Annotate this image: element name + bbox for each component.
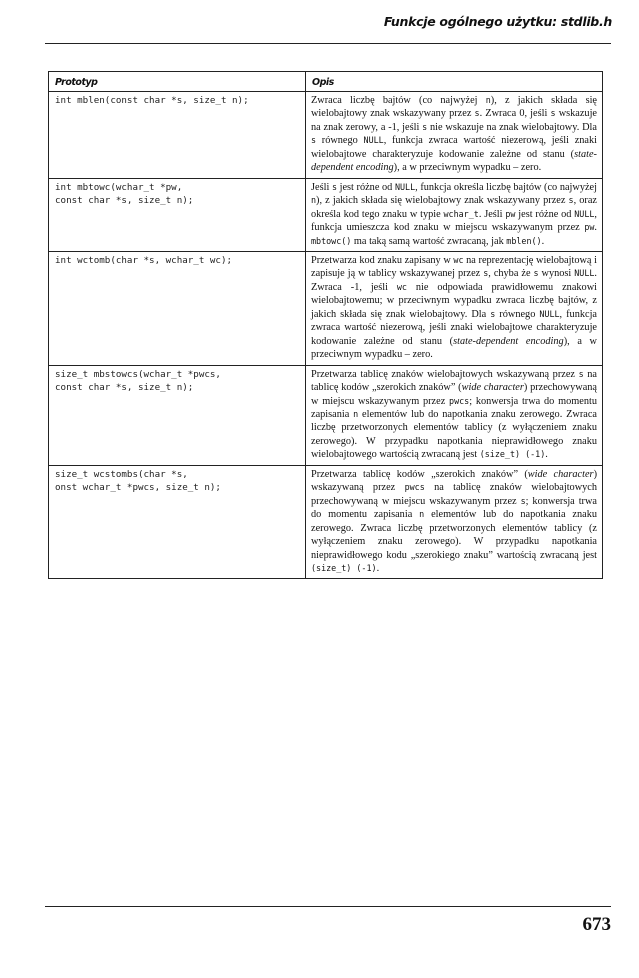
inline-code: s bbox=[422, 121, 428, 132]
inline-code: s bbox=[311, 135, 317, 146]
table-row bbox=[49, 251, 603, 365]
inline-code: NULL bbox=[363, 135, 384, 146]
inline-code: wc bbox=[396, 281, 407, 292]
function-table bbox=[48, 71, 603, 579]
inline-code: pw bbox=[584, 222, 595, 233]
description-cell: Przetwarza tablicę kodów „szerokich znaków” (wide character) wskazywaną przez pwcs na tablicę znaków wielobajtowych przechowywaną w miejscu wskazywanym przez s; konwersja trwa do momentu zapisania n elementów lub do napotkania znaku zerowego. Zwraca liczbę przetworzonych elementów tablicy (z wyłączeniem znaku zerowego). W przypadku napotkania nieprawidłowego kodu „szerokiego znaku” wartością zwracaną jest (size_t) (-1). bbox=[306, 465, 603, 579]
inline-code: s bbox=[490, 308, 496, 319]
description-cell: Zwraca liczbę bajtów (co najwyżej n), z jakich składa się wielobajtowy znak wskazywany przez s. Zwraca 0, jeśli s wskazuje na znak zerowy, a -1, jeśli s nie wskazuje na znak wielobajtowy. Dla s równego NULL, funkcja zwraca wartość niezerową, jeśli znaki wielobajtowe charakteryzuje kodowanie zależne od stanu (state-dependent encoding), a w przeciwnym wypadku – zero. bbox=[306, 92, 603, 179]
inline-code: wc bbox=[453, 254, 464, 265]
description-cell: Przetwarza tablicę znaków wielobajtowych wskazywaną przez s na tablicę kodów „szerokich znaków” (wide character) przechowywaną w miejscu wskazywanym przez pwcs; konwersja trwa do momentu zapisania n elementów lub do napotkania znaku zerowego. Zwraca liczbę przetworzonych elementów tablicy (z wyłączeniem znaku zerowego). W przypadku napotkania nieprawidłowego znaku wielobajtowego wartością zwracaną jest (size_t) (-1). bbox=[306, 365, 603, 465]
inline-code: mbtowc() bbox=[311, 235, 352, 246]
inline-code: NULL bbox=[539, 308, 560, 319]
prototype-cell: int mblen(const char *s, size_t n); bbox=[49, 92, 306, 179]
prototype-cell: int mbtowc(wchar_t *pw, const char *s, size_t n); bbox=[49, 178, 306, 251]
inline-code: mblen() bbox=[506, 235, 542, 246]
footer-divider bbox=[45, 906, 611, 907]
description-cell: Jeśli s jest różne od NULL, funkcja określa liczbę bajtów (co najwyżej n), z jakich składa się wielobajtowy znak wskazywany przez s, oraz określa kod tego znaku w typie wchar_t. Jeśli pw jest różne od NULL, funkcja umieszcza kod znaku w miejscu wskazywanym przez pw. mbtowc() ma taką samą wartość zwracaną, jak mblen(). bbox=[306, 178, 603, 251]
inline-code: s bbox=[520, 495, 526, 506]
inline-code: (size_t) (-1) bbox=[479, 449, 546, 460]
italic-term: state-dependent encoding bbox=[453, 335, 564, 347]
inline-code: NULL bbox=[394, 181, 416, 192]
italic-term: wide character bbox=[461, 382, 524, 394]
inline-code: n bbox=[353, 408, 359, 419]
column-header-prototype: Prototyp bbox=[49, 72, 306, 92]
inline-code: pw bbox=[505, 208, 516, 219]
italic-term: state-dependent encoding bbox=[311, 148, 597, 174]
inline-code: NULL bbox=[574, 268, 595, 279]
inline-code: pwcs bbox=[449, 395, 470, 406]
inline-code: pwcs bbox=[404, 482, 425, 493]
table-header-row bbox=[49, 72, 603, 92]
inline-code: n bbox=[419, 509, 425, 520]
inline-code: NULL bbox=[574, 208, 595, 219]
table-row bbox=[49, 178, 603, 251]
prototype-cell: size_t mbstowcs(wchar_t *pwcs, const char *s, size_t n); bbox=[49, 365, 306, 465]
inline-code: s bbox=[331, 181, 337, 192]
page-number: 673 bbox=[582, 914, 611, 935]
inline-code: s bbox=[533, 268, 539, 279]
inline-code: wchar_t bbox=[443, 208, 479, 219]
prototype-cell: int wctomb(char *s, wchar_t wc); bbox=[49, 251, 306, 365]
inline-code: (size_t) (-1) bbox=[311, 562, 377, 573]
inline-code: s bbox=[578, 368, 584, 379]
running-header: Funkcje ogólnego użytku: stdlib.h bbox=[383, 14, 612, 29]
italic-term: wide character bbox=[527, 468, 594, 480]
column-header-description: Opis bbox=[306, 72, 603, 92]
description-cell: Przetwarza kod znaku zapisany w wc na reprezentację wielobajtową i zapisuje ją w tablicy wskazywanej przez s, chyba że s wynosi NULL. Zwraca -1, jeśli wc nie odpowiada prawidłowemu znakowi wielobajtowemu; w przeciwnym wypadku zwraca liczbę bajtów, z jakich składa się znak wielobajtowy. Dla s równego NULL, funkcja zwraca wartość niezerową, jeśli znaki wielobajtowe charakteryzuje kodowanie zależne od stanu (state-dependent encoding), a w przeciwnym wypadku – zero. bbox=[306, 251, 603, 365]
inline-code: s bbox=[568, 195, 574, 206]
inline-code: s bbox=[483, 268, 489, 279]
inline-code: n bbox=[311, 195, 317, 206]
inline-code: s bbox=[474, 108, 480, 119]
header-divider bbox=[45, 43, 611, 44]
table-row bbox=[49, 365, 603, 465]
prototype-cell: size_t wcstombs(char *s, onst wchar_t *pwcs, size_t n); bbox=[49, 465, 306, 579]
inline-code: s bbox=[550, 108, 556, 119]
inline-code: n bbox=[485, 95, 491, 105]
table-row bbox=[49, 465, 603, 579]
table-row bbox=[49, 92, 603, 179]
